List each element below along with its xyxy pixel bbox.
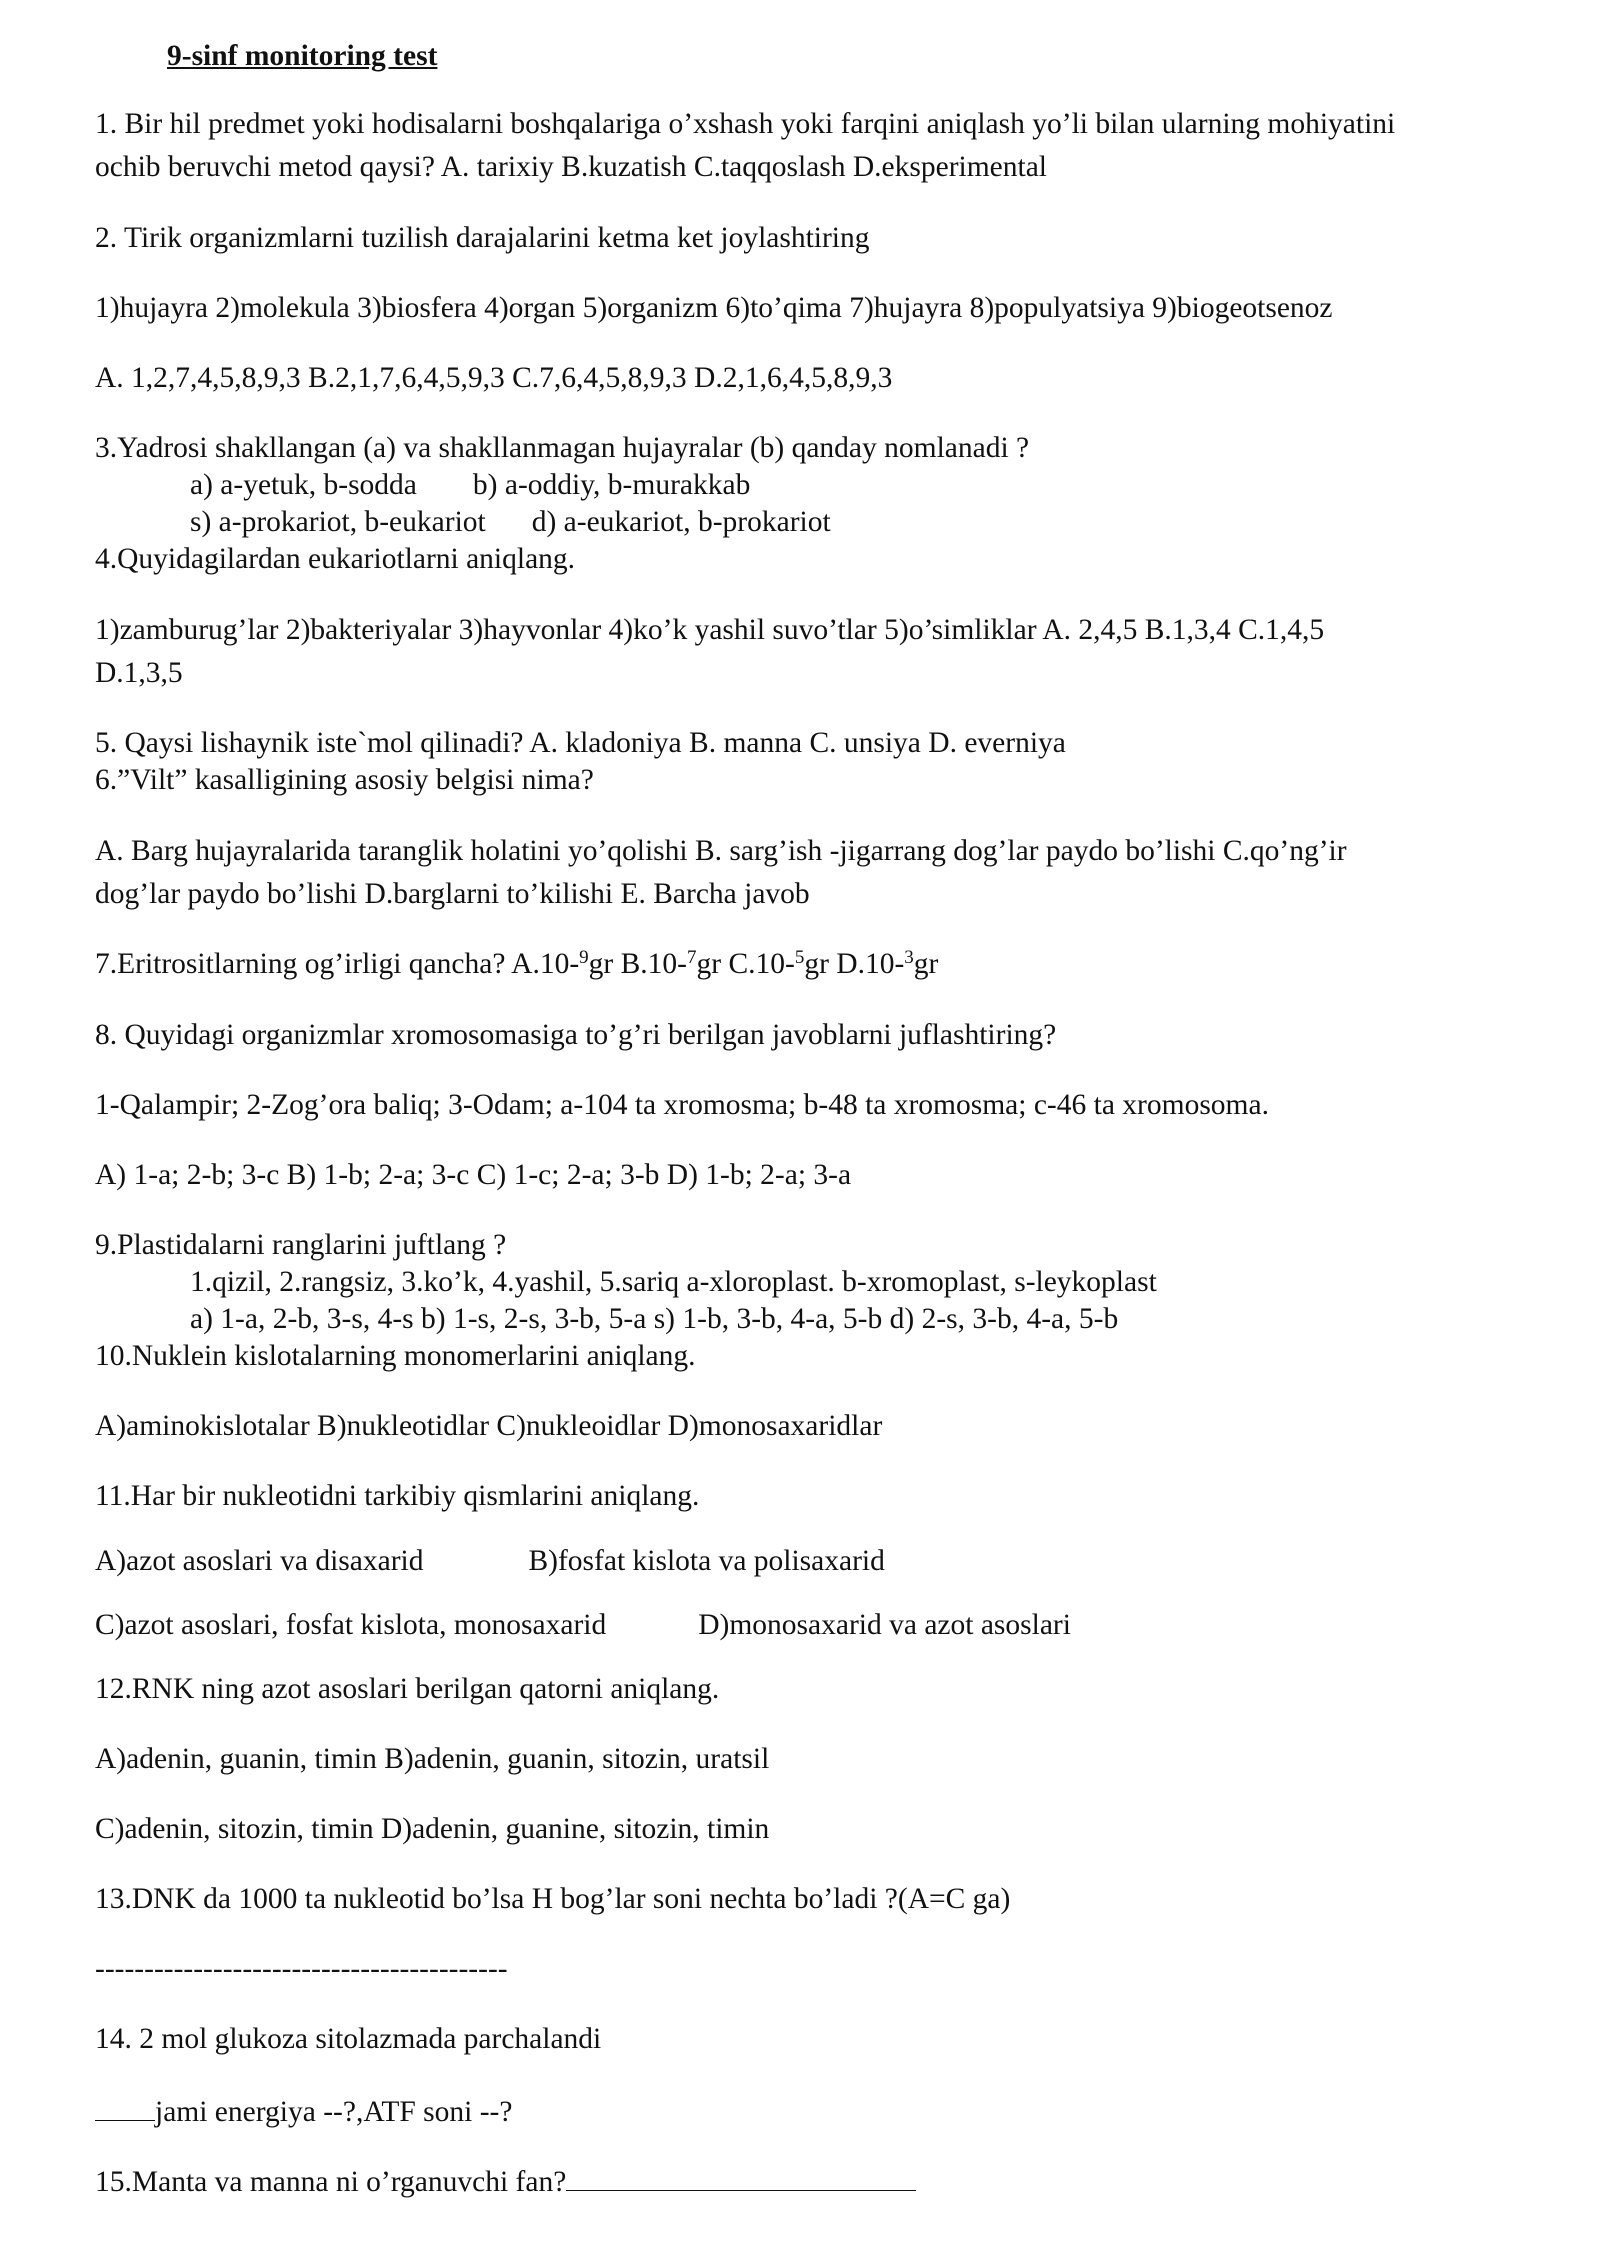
q6-line1: A. Barg hujayralarida taranglik holatini yo’qolishi B. sarg’ish -jigarrang dog’lar paydo bo’lishi C.qo’ng’ir <box>95 835 1347 867</box>
q7-exponent-b: 7 <box>687 946 697 968</box>
q9-items: 1.qizil, 2.rangsiz, 3.ko’k, 4.yashil, 5.sariq a-xloroplast. b-xromoplast, s-leykoplast <box>190 1266 1157 1298</box>
q11-options-row1 <box>95 1545 885 1579</box>
q12-line1: A)adenin, guanin, timin B)adenin, guanin, sitozin, uratsil <box>95 1743 770 1775</box>
q5-question: 5. Qaysi lishaynik iste`mol qilinadi? A. kladoniya B. manna C. unsiya D. everniya <box>95 727 1066 759</box>
q2-items: 1)hujayra 2)molekula 3)biosfera 4)organ 5)organizm 6)to’qima 7)hujayra 8)populyatsiya 9)biogeotsenoz <box>95 292 1333 324</box>
q3-options-row2 <box>190 506 831 540</box>
q7-option-c: gr C.10- <box>696 948 795 980</box>
q3-question: 3.Yadrosi shakllangan (a) va shakllanmagan hujayralar (b) qanday nomlanadi ? <box>95 432 1030 464</box>
q4-question: 4.Quyidagilardan eukariotlarni aniqlang. <box>95 543 576 575</box>
q14-question: 14. 2 mol glukoza sitolazmada parchalandi <box>95 2023 602 2055</box>
q13-answer-dashes: ------------------------------------------ <box>95 1953 508 1985</box>
q11-option-d: D)monosaxarid va azot asoslari <box>698 1609 1071 1641</box>
q7-question <box>95 948 938 982</box>
q2-options: A. 1,2,7,4,5,8,9,3 B.2,1,7,6,4,5,9,3 C.7,6,4,5,8,9,3 D.2,1,6,4,5,8,9,3 <box>95 362 893 394</box>
q11-option-c: C)azot asoslari, fosfat kislota, monosaxarid <box>95 1609 607 1641</box>
q12-line2: C)adenin, sitozin, timin D)adenin, guanine, sitozin, timin <box>95 1813 770 1845</box>
q3-option-b: b) a-oddiy, b-murakkab <box>472 469 751 501</box>
q15-question: 15.Manta va manna ni o’rganuvchi fan? <box>95 2166 567 2198</box>
q3-option-d: d) a-eukariot, b-prokariot <box>531 506 831 538</box>
q14-answer-blank[interactable] <box>95 2094 155 2121</box>
q12-question: 12.RNK ning azot asoslari berilgan qatorni aniqlang. <box>95 1673 720 1705</box>
q8-options: A) 1-a; 2-b; 3-c B) 1-b; 2-a; 3-c C) 1-c; 2-a; 3-b D) 1-b; 2-a; 3-a <box>95 1159 852 1191</box>
q13-question: 13.DNK da 1000 ta nukleotid bo’lsa H bog’lar soni nechta bo’ladi ?(A=C ga) <box>95 1883 1011 1915</box>
q3-option-c: s) a-prokariot, b-eukariot <box>190 506 486 538</box>
page-title: 9-sinf monitoring test <box>167 40 438 72</box>
q7-exponent-d: 3 <box>904 946 914 968</box>
q9-question: 9.Plastidalarni ranglarini juftlang ? <box>95 1229 507 1261</box>
q10-question: 10.Nuklein kislotalarning monomerlarini aniqlang. <box>95 1340 696 1372</box>
q6-question: 6.”Vilt” kasalligining asosiy belgisi nima? <box>95 764 594 796</box>
q7-option-d: gr D.10- <box>804 948 905 980</box>
q8-question: 8. Quyidagi organizmlar xromosomasiga to’g’ri berilgan javoblarni juflashtiring? <box>95 1019 1057 1051</box>
q3-option-a: a) a-yetuk, b-sodda <box>190 469 417 501</box>
q14-answer-prompt: jami energiya --?,ATF soni --? <box>155 2096 513 2128</box>
q11-question: 11.Har bir nukleotidni tarkibiy qismlarini aniqlang. <box>95 1480 700 1512</box>
q2-question: 2. Tirik organizmlarni tuzilish darajalarini ketma ket joylashtiring <box>95 222 870 254</box>
q10-options: A)aminokislotalar B)nukleotidlar C)nukleoidlar D)monosaxaridlar <box>95 1410 883 1442</box>
q11-options-row2 <box>95 1609 1071 1643</box>
q7-prefix: 7.Eritrositlarning og’irligi qancha? A.10- <box>95 948 580 980</box>
q1-line1: 1. Bir hil predmet yoki hodisalarni boshqalariga o’xshash yoki farqini aniqlash yo’li bilan ularning mohiyatini <box>95 108 1396 140</box>
q8-items: 1-Qalampir; 2-Zog’ora baliq; 3-Odam; a-104 ta xromosma; b-48 ta xromosma; c-46 ta xromosoma. <box>95 1089 1269 1121</box>
q7-option-b: gr B.10- <box>588 948 687 980</box>
q1-line2: ochib beruvchi metod qaysi? A. tarixiy B.kuzatish C.taqqoslash D.eksperimental <box>95 151 1047 183</box>
q7-suffix: gr <box>913 948 939 980</box>
q7-exponent-a: 9 <box>579 946 589 968</box>
q14-answer-line <box>95 2094 512 2130</box>
q6-line2: dog’lar paydo bo’lishi D.barglarni to’kilishi E. Barcha javob <box>95 878 810 910</box>
q11-option-a: A)azot asoslari va disaxarid <box>95 1545 424 1577</box>
q4-line2: D.1,3,5 <box>95 657 183 689</box>
q15-answer-blank[interactable] <box>566 2164 916 2191</box>
q9-options: a) 1-a, 2-b, 3-s, 4-s b) 1-s, 2-s, 3-b, 5-a s) 1-b, 3-b, 4-a, 5-b d) 2-s, 3-b, 4-a, 5-b <box>190 1303 1119 1335</box>
q7-exponent-c: 5 <box>794 946 805 968</box>
q11-option-b: B)fosfat kislota va polisaxarid <box>528 1545 885 1577</box>
q4-line1: 1)zamburug’lar 2)bakteriyalar 3)hayvonlar 4)ko’k yashil suvo’tlar 5)o’simliklar A. 2,4,5 B.1,3,4 C.1,4,5 <box>95 614 1325 646</box>
q3-options-row1 <box>190 469 750 503</box>
q15-line <box>95 2164 916 2200</box>
